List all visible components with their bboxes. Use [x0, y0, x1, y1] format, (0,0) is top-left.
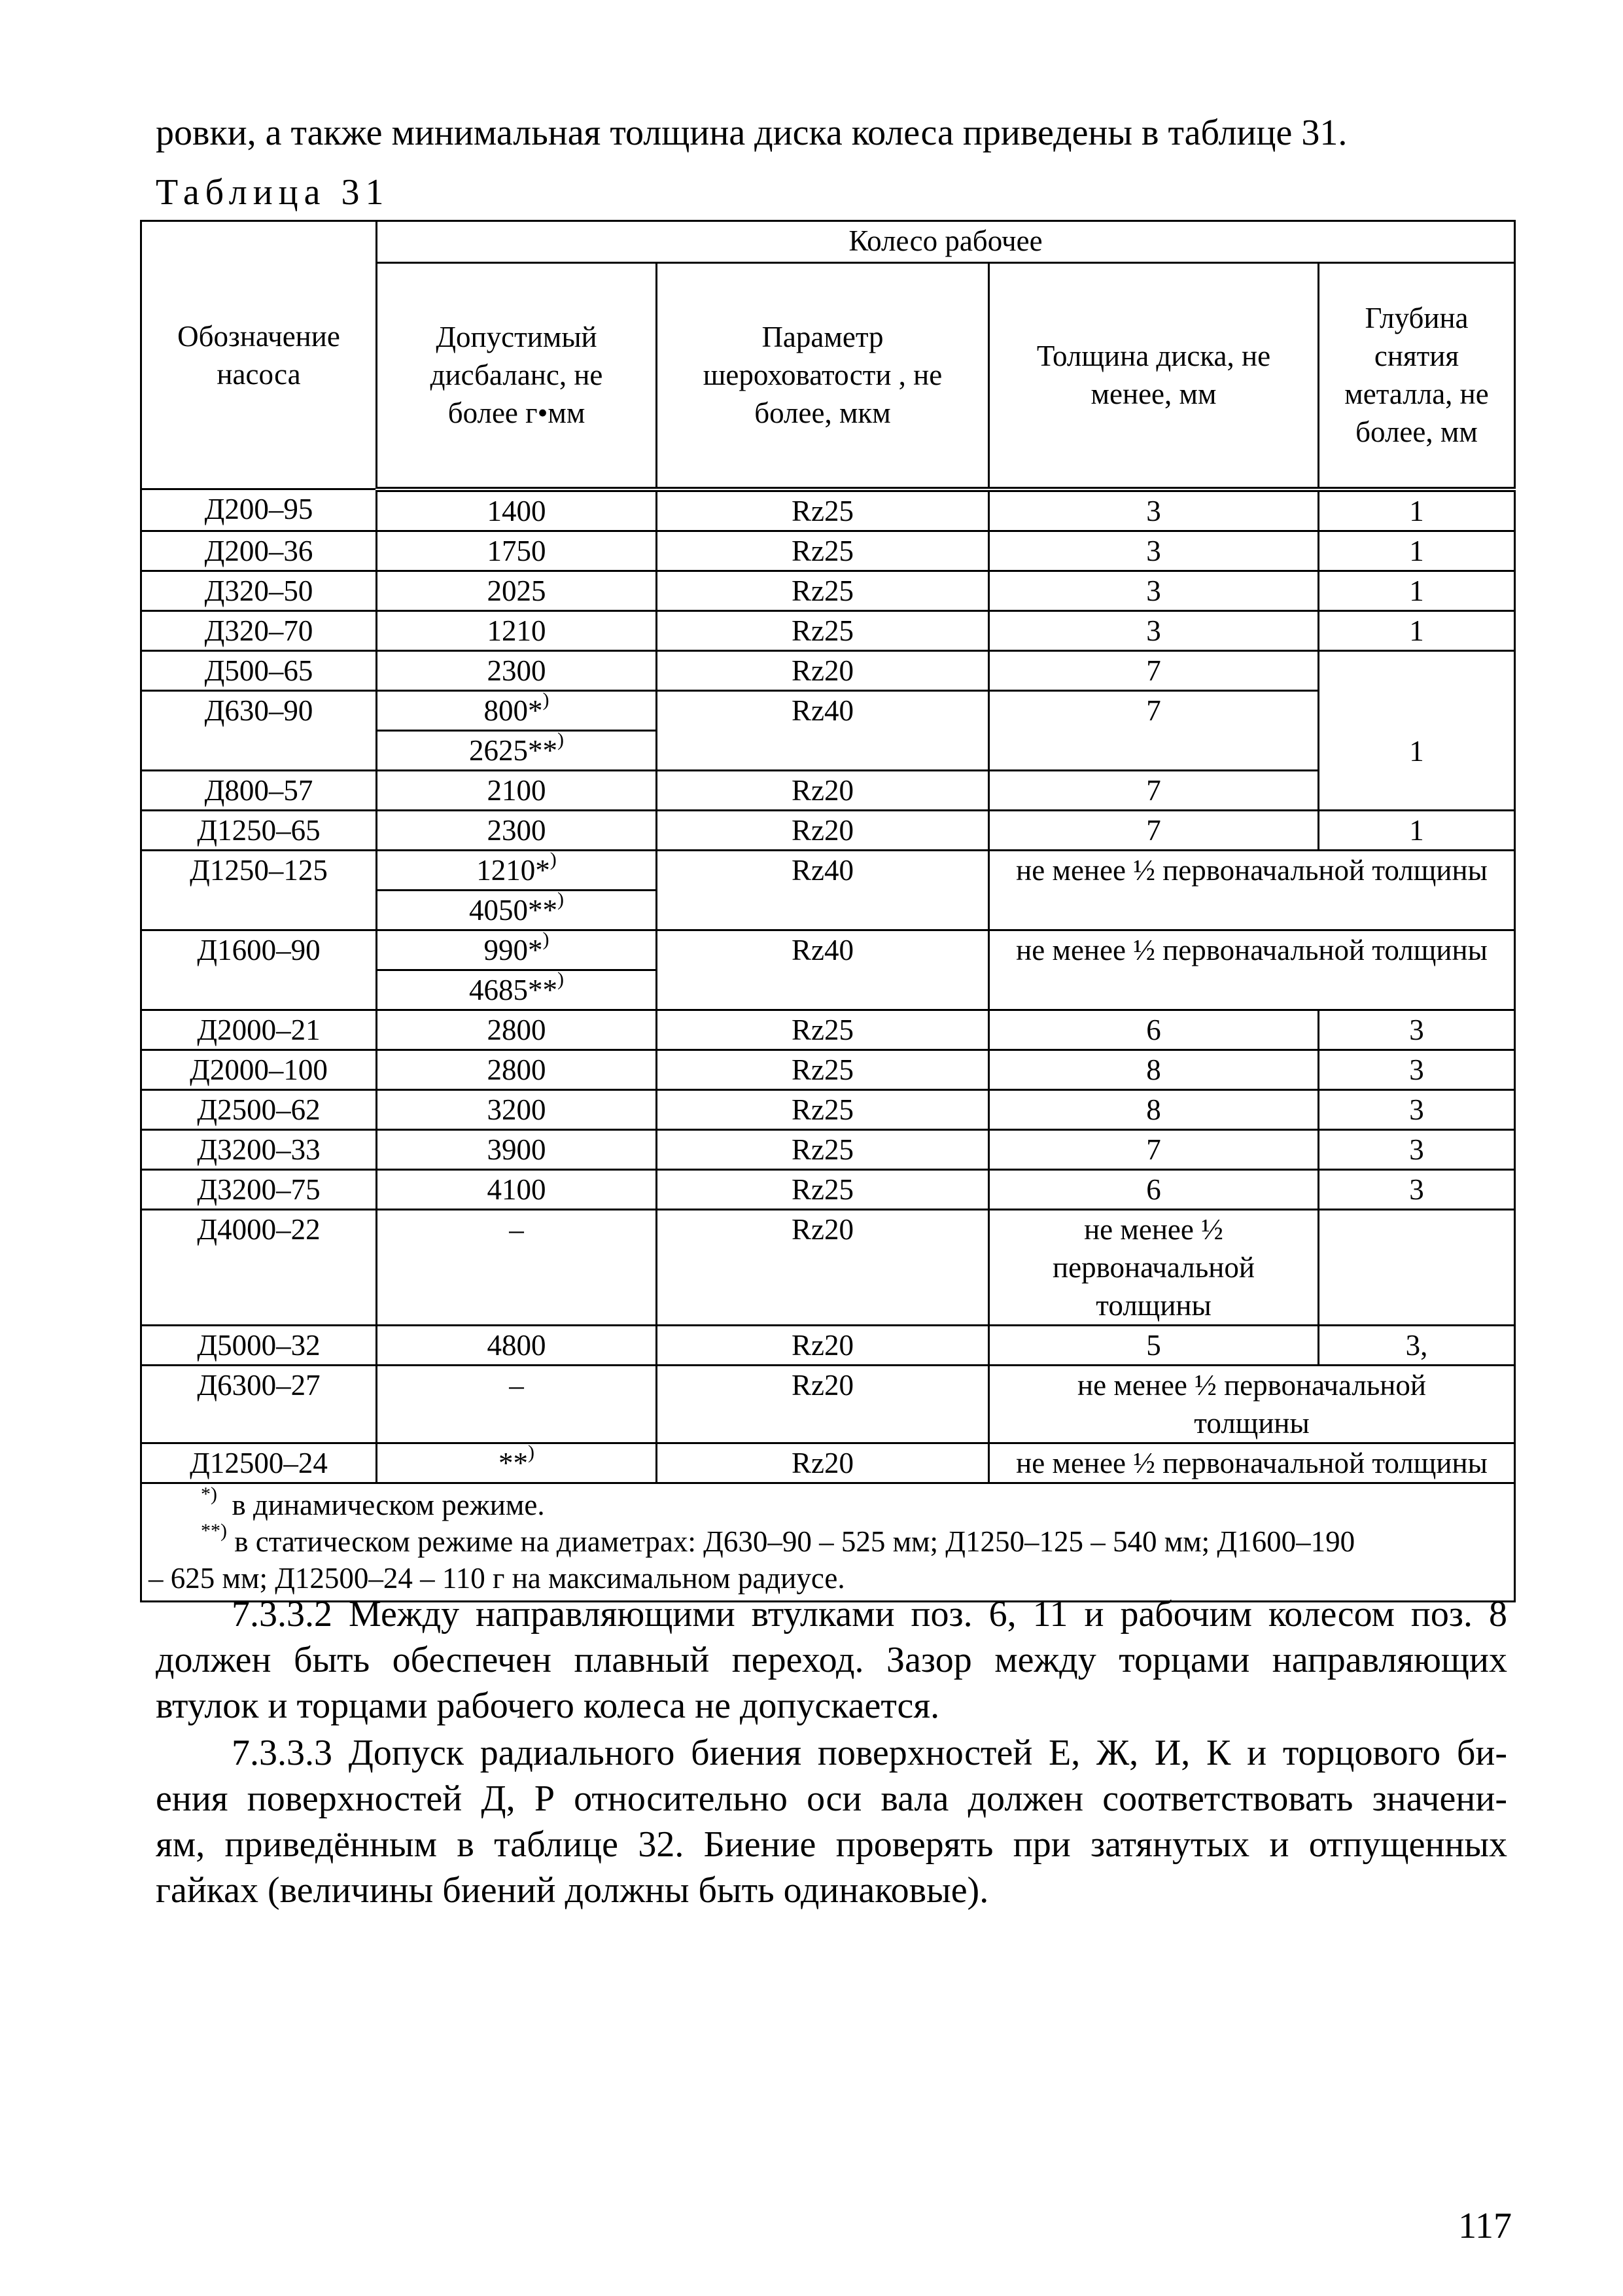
header-roughness: Параметр шероховатости , не более, мкм: [657, 263, 989, 489]
table-row-sub: 4685**): [141, 970, 1515, 1010]
footnote-1: в динамическом режиме.: [232, 1488, 545, 1521]
table-row: Д320–50 2025 Rz25 3 1: [141, 571, 1515, 610]
header-thickness: Толщина диска, не менее, мм: [989, 263, 1319, 489]
table-row-sub: 4050**): [141, 890, 1515, 930]
table-row: Д5000–32 4800 Rz20 5 3,: [141, 1325, 1515, 1365]
table-caption: Таблица 31: [156, 172, 390, 213]
header-designation: Обозначение насоса: [141, 221, 377, 489]
intro-text: ровки, а также минимальная толщина диска колеса приведены в таблице 31.: [156, 113, 1348, 153]
table-row: Д4000–22 – Rz20 не менее ½ первоначальной толщины: [141, 1209, 1515, 1325]
footnote-2-cont: – 625 мм; Д12500–24 – 110 г на максимальном радиусе.: [148, 1561, 845, 1595]
table-row: Д3200–33 3900 Rz25 7 3: [141, 1129, 1515, 1169]
header-impeller: Колесо рабочее: [377, 221, 1515, 263]
paragraph-7-3-3-3: 7.3.3.3 Допуск радиального биения поверхностей Е, Ж, И, К и торцового би- ения поверхностей Д, Р относительно оси вала должен соответствовать значени- ям, приведённым в таблице 32. Биение проверять при затянутых и отпущенных гайках (величины биений должны быть одинаковые).: [156, 1733, 1507, 1911]
table-row: Д800–57 2100 Rz20 7: [141, 770, 1515, 810]
header-depth: Глубина снятия металла, не более, мм: [1319, 263, 1515, 489]
table-row: Д1250–125 1210*) Rz40 не менее ½ первоначальной толщины: [141, 850, 1515, 890]
table-31: [140, 220, 1514, 1602]
page-number: 117: [1458, 2206, 1512, 2246]
table-footnotes: *) в динамическом режиме. **) в статическом режиме на диаметрах: Д630–90 – 525 мм; Д1250–125 – 540 мм; Д1600–190 – 625 мм; Д12500–24 – 110 г на максимальном радиусе.: [141, 1483, 1515, 1601]
table-row: Д200–95 1400 Rz25 3 1: [141, 489, 1515, 531]
paragraph-7-3-3-2: 7.3.3.2 Между направляющими втулками поз. 6, 11 и рабочим колесом поз. 8 должен быть обеспечен плавный переход. Зазор между торцами направляющих втулок и торцами рабочего колеса не допускается.: [156, 1594, 1507, 1726]
table-row: Д3200–75 4100 Rz25 6 3: [141, 1169, 1515, 1209]
table-row: Д1600–90 990*) Rz40 не менее ½ первоначальной толщины: [141, 930, 1515, 970]
table-row: Д630–90 800*) Rz40 7: [141, 690, 1515, 730]
header-imbalance: Допустимый дисбаланс, не более г•мм: [377, 263, 657, 489]
table-row: Д6300–27 – Rz20 не менее ½ первоначальной толщины: [141, 1365, 1515, 1443]
table-row: Д2000–100 2800 Rz25 8 3: [141, 1050, 1515, 1089]
table-row: Д500–65 2300 Rz20 7 1: [141, 650, 1515, 690]
footnote-2: в статическом режиме на диаметрах: Д630–90 – 525 мм; Д1250–125 – 540 мм; Д1600–190: [234, 1525, 1355, 1558]
table-row: Д320–70 1210 Rz25 3 1: [141, 610, 1515, 650]
table-row: Д2000–21 2800 Rz25 6 3: [141, 1010, 1515, 1050]
table-row: Д200–36 1750 Rz25 3 1: [141, 531, 1515, 571]
table-row: Д12500–24 **) Rz20 не менее ½ первоначальной толщины: [141, 1443, 1515, 1483]
table-row: Д1250–65 2300 Rz20 7 1: [141, 810, 1515, 850]
table-row: Д2500–62 3200 Rz25 8 3: [141, 1089, 1515, 1129]
table-row-sub: 2625**): [141, 730, 1515, 770]
